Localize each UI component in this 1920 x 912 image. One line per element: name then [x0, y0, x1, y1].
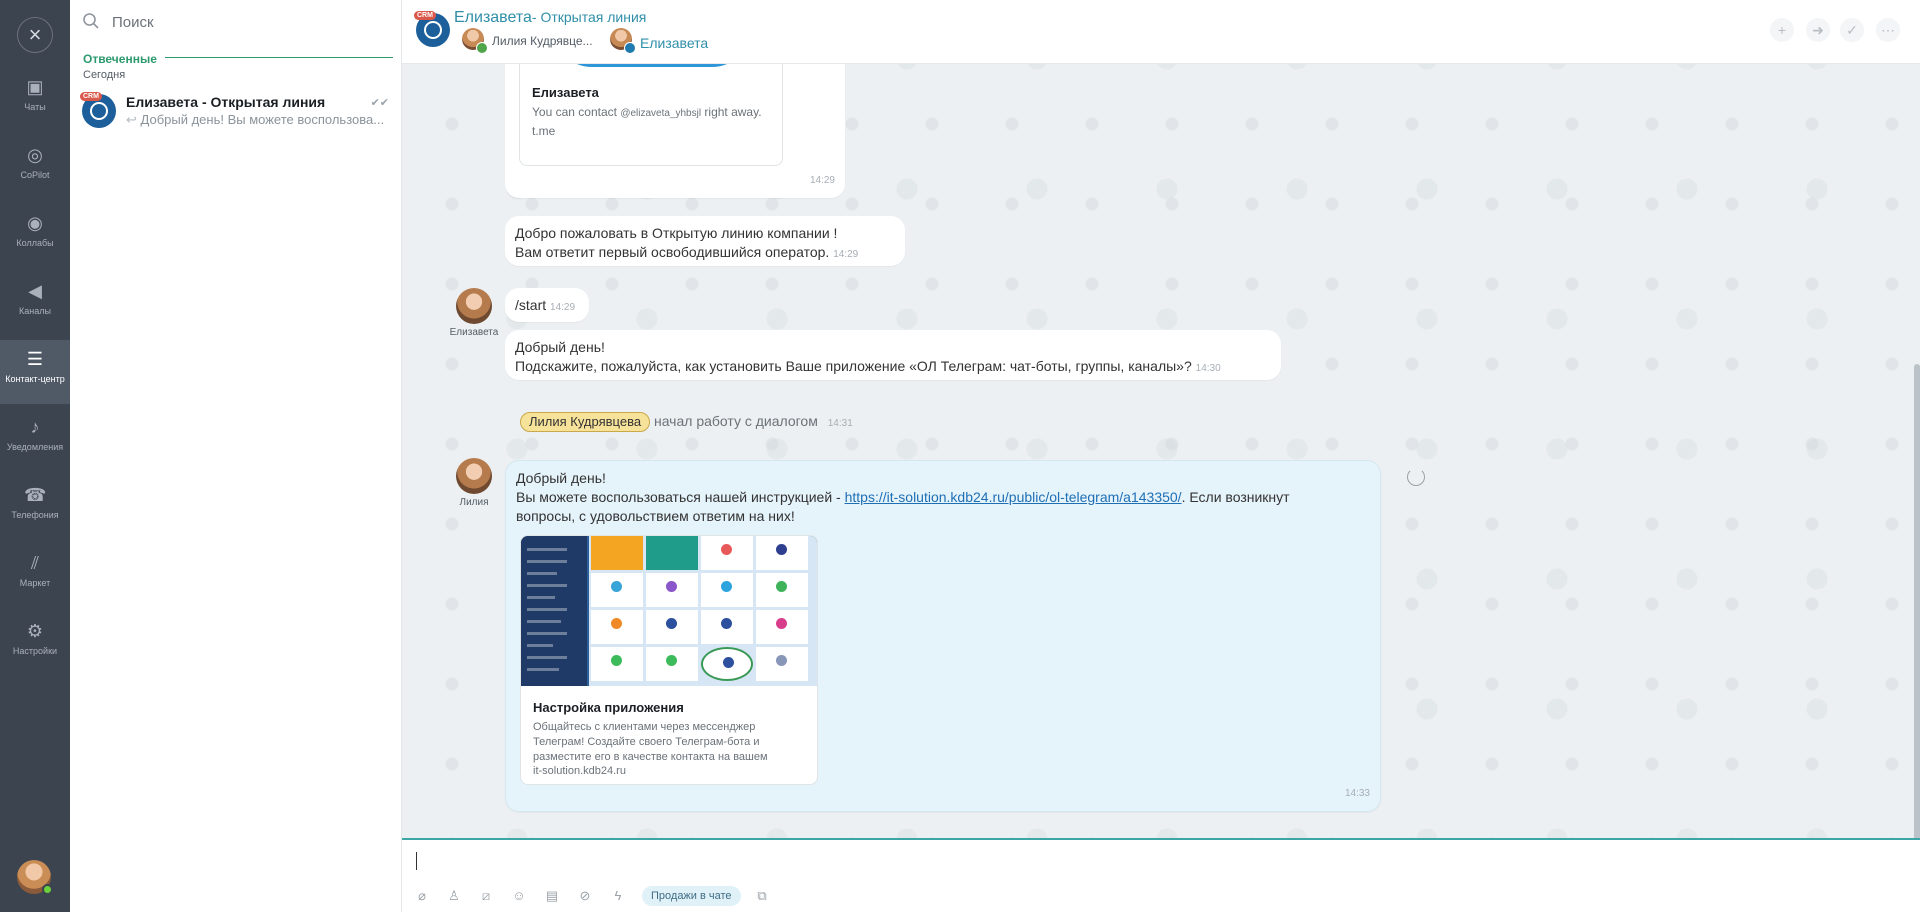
message-feed[interactable]: [402, 64, 1920, 838]
message-time: 14:29: [833, 249, 859, 260]
lightning-icon[interactable]: ϟ: [614, 888, 622, 903]
telegram-preview-image: [552, 64, 752, 67]
subsection-title: Сегодня: [83, 69, 126, 81]
search-input[interactable]: [110, 10, 380, 34]
openline-avatar: [82, 94, 116, 128]
rail-item-label: Контакт-центр: [5, 374, 65, 384]
sender-avatar[interactable]: [456, 458, 492, 494]
feed-scrollbar[interactable]: [1914, 364, 1920, 838]
instruction-link[interactable]: https://it-solution.kdb24.ru/public/ol-telegram/a143350/: [844, 489, 1182, 505]
market-icon: ⫽: [30, 553, 40, 573]
chat-list-panel: [70, 0, 402, 912]
openline-icon: [90, 102, 108, 120]
operator-pill[interactable]: Лилия Кудрявцева: [520, 412, 650, 432]
crm-badge: CRM: [80, 92, 102, 101]
command-icon[interactable]: ⧄: [481, 888, 491, 903]
rail-item-collabs[interactable]: [0, 204, 70, 268]
message-bubble: [505, 330, 1281, 380]
rail-item-label: Маркет: [19, 578, 51, 588]
chat-header-title[interactable]: [454, 9, 646, 27]
message-time: 14:29: [809, 175, 835, 186]
chat-participants: [462, 28, 822, 56]
gear-icon: ⚙: [26, 621, 44, 641]
message-time: 14:33: [1344, 788, 1370, 799]
chat-list-item[interactable]: [70, 88, 401, 134]
link-preview-card[interactable]: [519, 64, 783, 166]
smile-icon[interactable]: ☺: [512, 888, 526, 903]
rail-item-contact-center[interactable]: [0, 340, 70, 404]
rail-item-label: Коллабы: [16, 238, 54, 248]
message-bubble: [505, 64, 845, 198]
participant-name: Лилия Кудрявце...: [492, 34, 593, 48]
search-icon: [82, 12, 100, 30]
operator-badge-icon: [476, 42, 488, 54]
chat-title-suffix: - Открытая линия: [531, 9, 647, 25]
reply-icon: ↩: [126, 112, 141, 127]
section-title: Отвеченные: [83, 52, 165, 66]
search-box: [82, 10, 392, 34]
message-bubble: [505, 216, 905, 266]
message-text-line: Вы можете воспользоваться нашей инструкцией -: [516, 489, 845, 505]
preview-description: Общайтесь с клиентами через мессенджер Телеграм! Создайте своего Телеграм-бота и разместите его в качестве контакта на вашем: [533, 721, 768, 763]
sender-avatar[interactable]: [456, 288, 492, 324]
message-text-line: . Если возникнут: [1181, 489, 1290, 505]
collabs-icon: ◉: [27, 213, 43, 233]
preview-title: Елизавета: [532, 85, 599, 100]
chat-header: [402, 0, 1920, 64]
message-text: [515, 243, 895, 264]
more-icon[interactable]: ⋯: [1876, 18, 1900, 42]
phone-icon: ☎: [24, 485, 47, 505]
chat-title: Елизавета - Открытая линия: [126, 94, 326, 110]
preview-desc-suffix: right away.: [704, 105, 762, 119]
rail-item-label: Настройки: [12, 646, 58, 656]
rail-item-copilot[interactable]: [0, 136, 70, 200]
sender-name: Елизавета: [449, 327, 499, 338]
message-text: [516, 488, 1370, 507]
hide-icon[interactable]: ⊘: [579, 888, 591, 903]
add-icon[interactable]: +: [1770, 18, 1794, 42]
close-icon[interactable]: ×: [17, 17, 53, 53]
message-text-line: Подскажите, пожалуйста, как установить Ваше приложение «ОЛ Телеграм: чат-боты, группы, каналы»?: [515, 358, 1192, 374]
preview-domain: t.me: [532, 124, 556, 138]
rail-item-settings[interactable]: [0, 612, 70, 676]
online-status-dot: [42, 884, 53, 895]
channels-icon: ◀: [28, 281, 42, 301]
chat-last-message: [126, 112, 394, 128]
section-header-answered: [83, 50, 393, 64]
read-check-icon: ✔✔: [370, 97, 389, 109]
loading-spinner-icon: [1407, 468, 1425, 486]
copilot-icon: ◎: [27, 145, 43, 165]
system-message: [520, 412, 853, 432]
openline-icon: [424, 21, 442, 39]
chat-main: [402, 0, 1920, 912]
sales-in-chat-button[interactable]: Продажи в чате: [642, 886, 741, 906]
message-bubble-outgoing: [505, 460, 1381, 812]
message-text-line: Вам ответит первый освободившийся оператор.: [515, 244, 830, 260]
message-text: вопросы, с удовольствием ответим на них!: [516, 508, 795, 524]
bell-icon: ♪: [30, 417, 40, 437]
preview-domain: it-solution.kdb24.ru: [533, 765, 626, 777]
check-circle-icon[interactable]: ✓: [1840, 18, 1864, 42]
archive-icon[interactable]: ▤: [545, 888, 559, 903]
system-text: начал работу с диалогом: [653, 413, 818, 429]
message-time: 14:30: [1195, 363, 1221, 374]
attach-icon[interactable]: ⌀: [418, 888, 426, 903]
rail-item-channels[interactable]: [0, 272, 70, 336]
chat-header-avatar[interactable]: [416, 13, 450, 47]
rail-item-label: Уведомления: [6, 442, 64, 452]
message-text: Добрый день!: [516, 470, 606, 486]
chat-title-name: Елизавета: [454, 9, 532, 26]
preview-desc-prefix: You can contact: [532, 105, 617, 119]
crm-badge: CRM: [414, 11, 436, 20]
message-text: [515, 357, 1271, 378]
chat-last-message-text: Добрый день! Вы можете воспользова...: [140, 112, 385, 127]
message-text: Добро пожаловать в Открытую линию компании !: [515, 225, 838, 241]
text-cursor: [416, 852, 417, 870]
preview-image-sidebar: [521, 536, 587, 686]
preview-description: [532, 105, 762, 121]
client-badge-icon: [624, 42, 636, 54]
message-time: 14:31: [827, 418, 853, 429]
message-text: /start: [515, 297, 547, 313]
user-icon[interactable]: ♙: [448, 888, 460, 903]
chats-icon: ▣: [26, 77, 44, 97]
user-avatar[interactable]: [17, 860, 51, 894]
rail-item-label: Каналы: [19, 306, 51, 316]
participant-name: Елизавета: [640, 35, 709, 51]
rail-item-telephony[interactable]: [0, 476, 70, 540]
preview-title: Настройка приложения: [533, 700, 684, 715]
sender-name: Лилия: [459, 497, 489, 508]
message-input-area[interactable]: [402, 838, 1920, 912]
left-rail: [0, 0, 70, 912]
preview-image-grid: [589, 536, 817, 686]
rail-item-chats[interactable]: [0, 68, 70, 132]
message-bubble: [505, 288, 589, 322]
message-text: Добрый день!: [515, 339, 605, 355]
preview-handle: @elizaveta_yhbsjl: [620, 108, 702, 119]
contact-center-icon: ☰: [26, 349, 44, 369]
rail-item-notifications[interactable]: [0, 408, 70, 472]
forward-icon[interactable]: ➜: [1806, 18, 1830, 42]
rail-item-label: Телефония: [11, 510, 59, 520]
rail-item-market[interactable]: [0, 544, 70, 608]
message-time: 14:29: [550, 302, 576, 313]
rail-item-label: CoPilot: [20, 170, 50, 180]
copy-icon[interactable]: ⧉: [757, 888, 767, 903]
preview-image: [521, 536, 817, 686]
rail-item-label: Чаты: [24, 102, 46, 112]
link-preview-card[interactable]: [520, 535, 818, 785]
